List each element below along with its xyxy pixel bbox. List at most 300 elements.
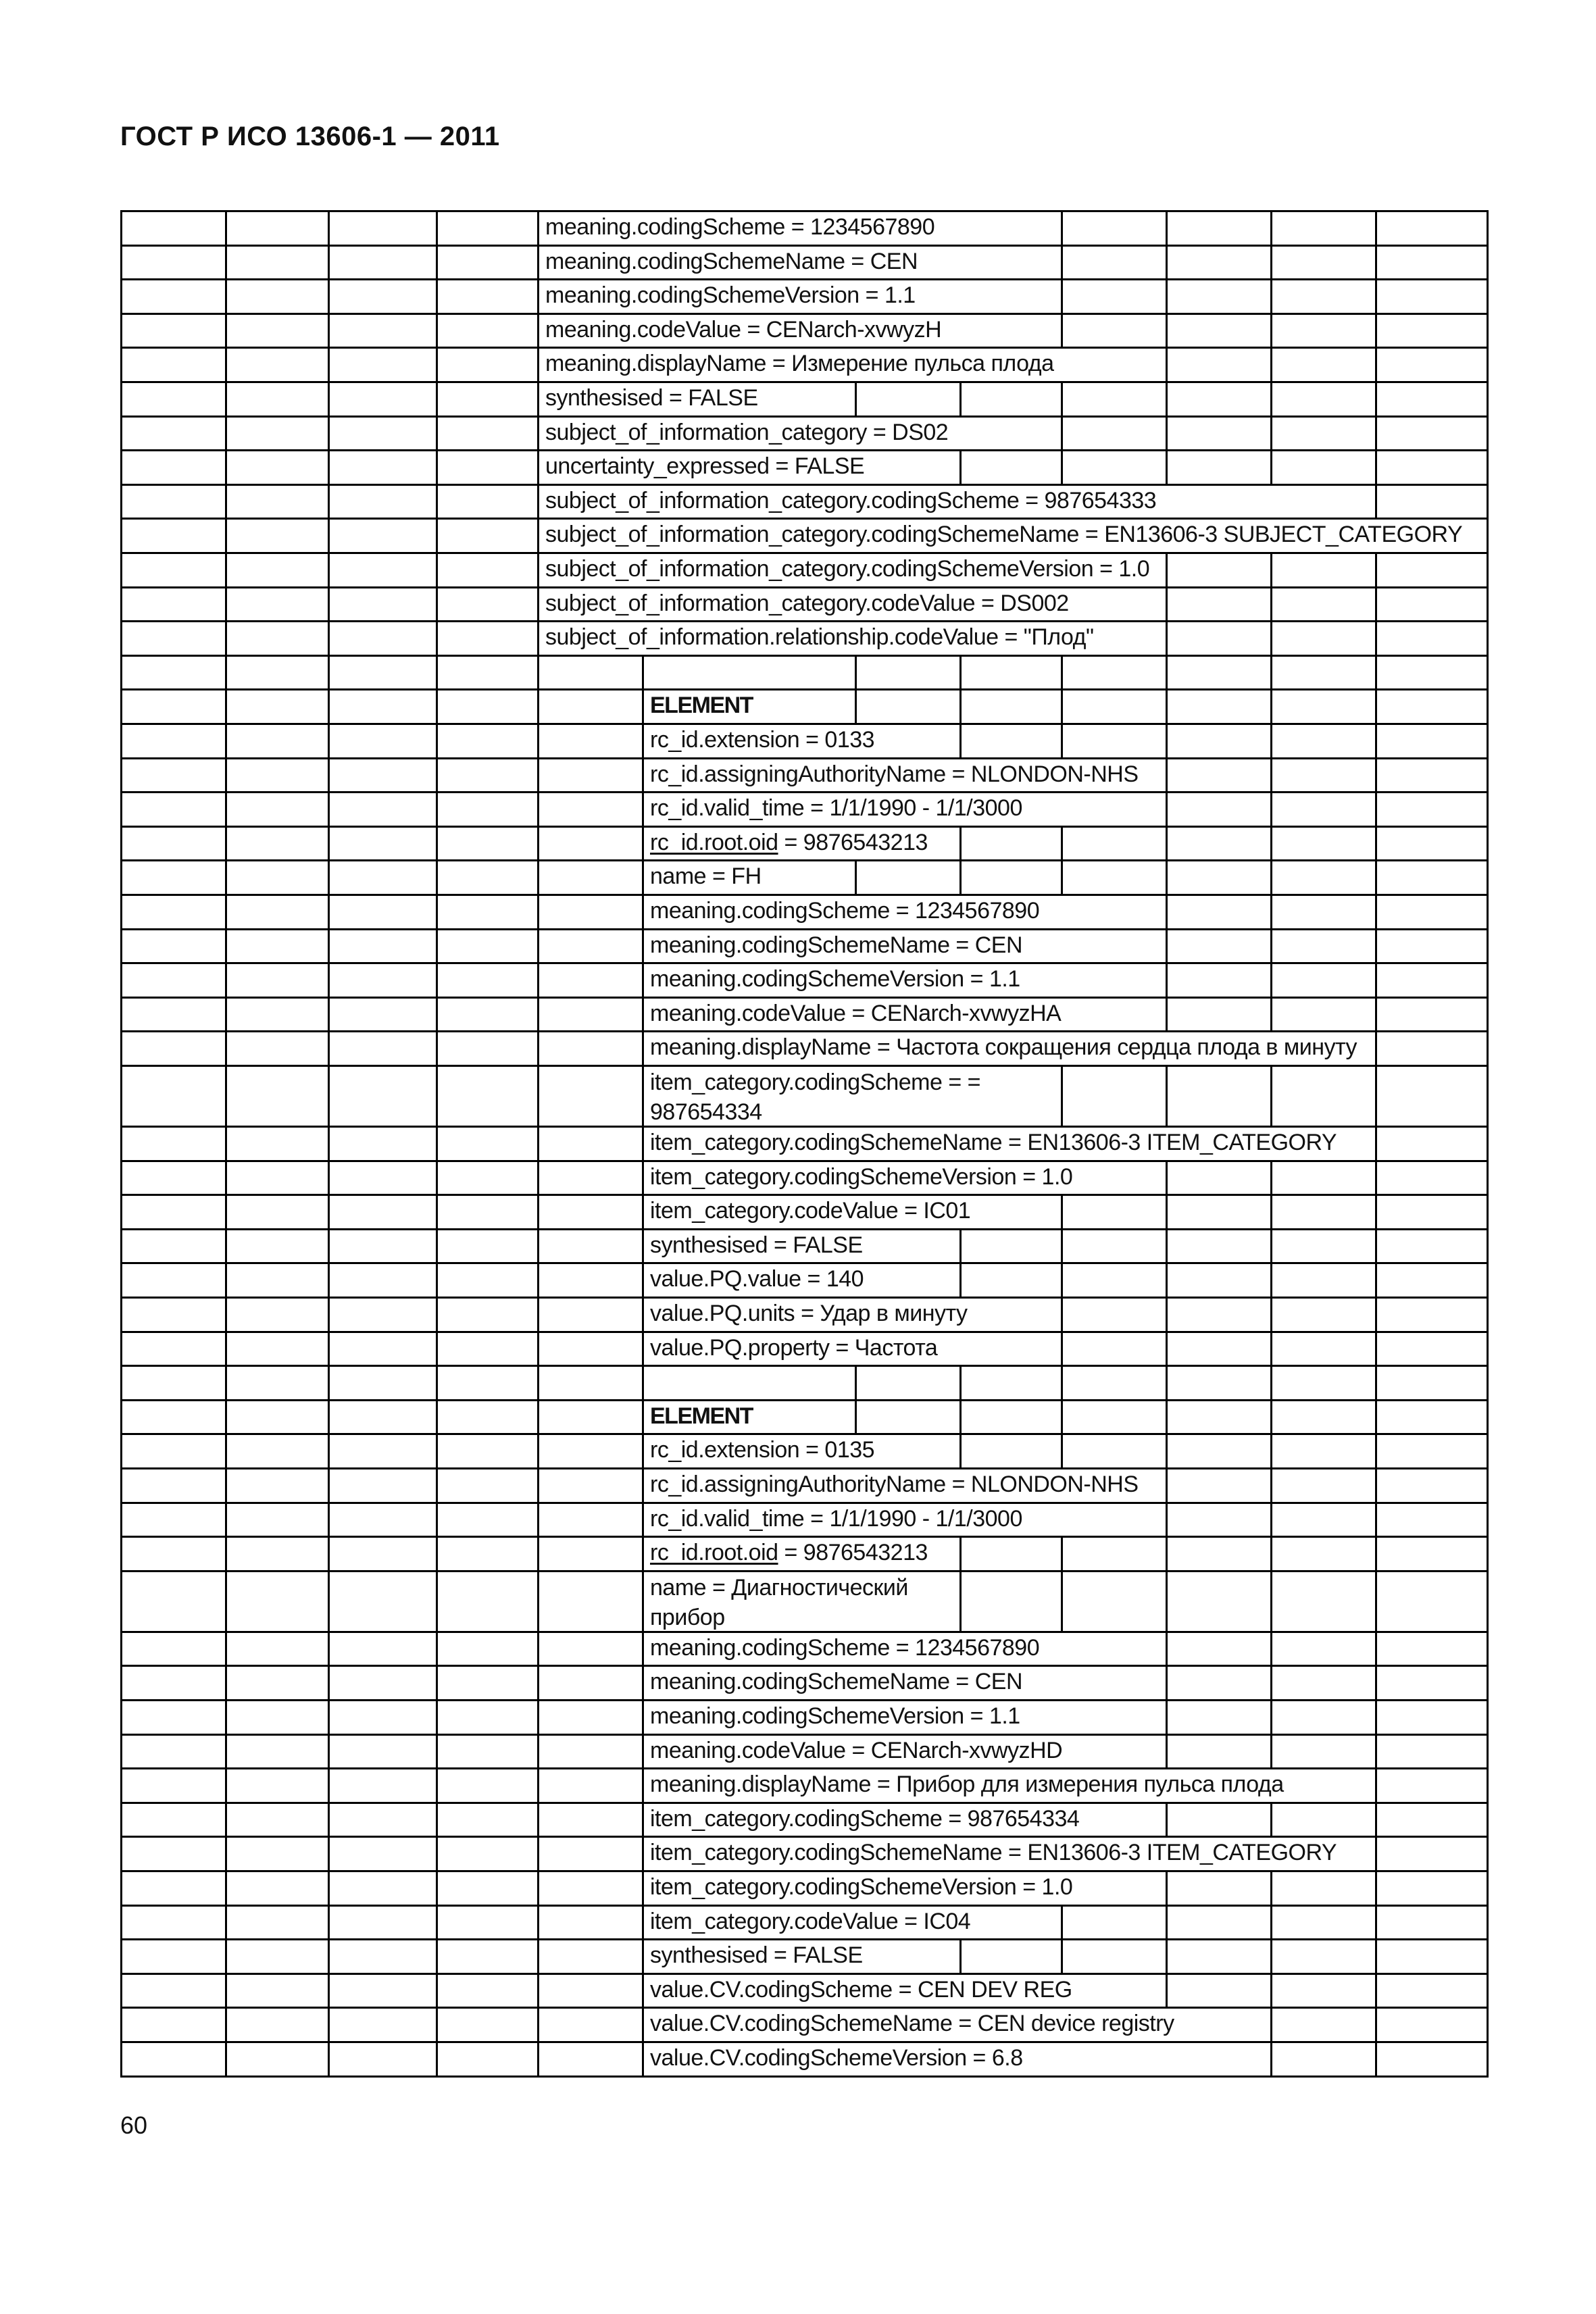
table-column-rule [1375, 1802, 1377, 1838]
table-column-rule [537, 1870, 539, 1907]
table-column-rule [1270, 2041, 1272, 2078]
document-header: ГОСТ Р ИСО 13606-1 — 2011 [120, 122, 500, 151]
table-column-rule [225, 381, 227, 418]
table-column-rule [1487, 1536, 1489, 1572]
table-column-rule [537, 1502, 539, 1538]
table-column-rule [959, 655, 962, 691]
table-column-rule [1166, 655, 1168, 691]
table-column-rule [959, 1262, 962, 1299]
table-column-rule [537, 1194, 539, 1230]
table-column-rule [436, 416, 438, 452]
table-column-rule [436, 449, 438, 486]
table-column-rule [436, 210, 438, 247]
table-column-rule [120, 1297, 122, 1333]
table-column-rule [642, 1030, 644, 1067]
table-column-rule [1487, 347, 1489, 383]
table-column-rule [1270, 1065, 1272, 1128]
table-column-rule [436, 1030, 438, 1067]
table-cell-text: subject_of_information.relationship.codeValue = "Плод" [545, 624, 1094, 651]
table-column-rule [642, 1699, 644, 1736]
table-column-rule [1375, 791, 1377, 828]
table-column-rule [1487, 1905, 1489, 1941]
table-column-rule [328, 1767, 330, 1804]
table-column-rule [120, 620, 122, 657]
table-column-rule [1375, 1699, 1377, 1736]
table-cell-text: meaning.codingSchemeVersion = 1.1 [545, 282, 916, 309]
table-column-rule [1487, 1365, 1489, 1401]
table-cell-text: item_category.codingSchemeName = EN13606-3 ITEM_CATEGORY [650, 1840, 1337, 1866]
table-column-rule [328, 484, 330, 520]
table-column-rule [537, 416, 539, 452]
table-column-rule [537, 859, 539, 896]
table-column-rule [1487, 210, 1489, 247]
table-row-rule [120, 1228, 1489, 1230]
table-column-rule [1270, 1467, 1272, 1504]
table-cell-text: value.CV.codingSchemeName = CEN device registry [650, 2011, 1174, 2037]
table-column-rule [328, 928, 330, 965]
table-row-rule [120, 1297, 1489, 1299]
table-column-rule [642, 1262, 644, 1299]
table-cell-text: uncertainty_expressed = FALSE [545, 453, 865, 480]
table-column-rule [1375, 1536, 1377, 1572]
table-column-rule [1487, 1194, 1489, 1230]
table-column-rule [436, 655, 438, 691]
table-cell-text: value.PQ.units = Удар в минуту [650, 1301, 968, 1326]
table-column-rule [120, 1802, 122, 1838]
table-column-rule [1375, 245, 1377, 281]
table-column-rule [1375, 1973, 1377, 2009]
table-cell-text: meaning.codeValue = CENarch-xvwyzHD [650, 1737, 1063, 1763]
table-column-rule [959, 723, 962, 759]
table-column-rule [1166, 1665, 1168, 1701]
table-column-rule [1487, 1665, 1489, 1701]
table-column-rule [436, 313, 438, 349]
table-column-rule [1375, 655, 1377, 691]
table-column-rule [1270, 278, 1272, 315]
table-column-rule [436, 1631, 438, 1667]
table-column-rule [225, 1836, 227, 1872]
table-row-rule [120, 449, 1489, 451]
table-column-rule [537, 962, 539, 999]
table-column-rule [1270, 1365, 1272, 1401]
table-column-rule [225, 1365, 227, 1401]
table-column-rule [1270, 381, 1272, 418]
table-column-rule [855, 1365, 857, 1401]
table-column-rule [1166, 962, 1168, 999]
table-column-rule [328, 826, 330, 862]
table-column-rule [642, 1570, 644, 1633]
table-column-rule [1487, 1502, 1489, 1538]
table-row-rule [120, 1870, 1489, 1872]
table-column-rule [642, 1194, 644, 1230]
table-column-rule [1061, 723, 1063, 759]
table-column-rule [959, 826, 962, 862]
table-row-rule [120, 1502, 1489, 1504]
table-column-rule [642, 1836, 644, 1872]
table-column-rule [225, 245, 227, 281]
table-column-rule [537, 826, 539, 862]
table-column-rule [436, 688, 438, 725]
table-column-rule [1061, 1065, 1063, 1128]
table-column-rule [225, 1331, 227, 1367]
table-column-rule [1061, 210, 1063, 247]
table-column-rule [225, 1802, 227, 1838]
table-column-rule [1375, 826, 1377, 862]
table-column-rule [1375, 1905, 1377, 1941]
table-column-rule [1487, 826, 1489, 862]
table-column-rule [537, 1570, 539, 1633]
underlined-term: rc_id.root.oid [650, 829, 778, 855]
table-column-rule [120, 1536, 122, 1572]
table-column-rule [436, 1665, 438, 1701]
table-column-rule [1166, 313, 1168, 349]
table-column-rule [1487, 1065, 1489, 1128]
table-column-rule [225, 1905, 227, 1941]
table-row-rule [120, 997, 1489, 999]
table-column-rule [1270, 1973, 1272, 2009]
table-column-rule [537, 484, 539, 520]
table-column-rule [120, 1699, 122, 1736]
table-column-rule [225, 1699, 227, 1736]
table-cell-text: value.CV.codingSchemeVersion = 6.8 [650, 2045, 1023, 2071]
table-column-rule [1166, 928, 1168, 965]
table-column-rule [1061, 449, 1063, 486]
table-column-rule [1375, 1734, 1377, 1770]
underlined-term: rc_id.root.oid [650, 1540, 778, 1566]
table-column-rule [1375, 1767, 1377, 1804]
table-column-rule [1270, 416, 1272, 452]
table-column-rule [959, 859, 962, 896]
table-column-rule [1487, 723, 1489, 759]
table-column-rule [1166, 1631, 1168, 1667]
table-column-rule [642, 826, 644, 862]
table-column-rule [1375, 1631, 1377, 1667]
table-column-rule [1375, 1126, 1377, 1162]
table-row-rule [120, 552, 1489, 554]
table-column-rule [1061, 1570, 1063, 1633]
table-column-rule [642, 1734, 644, 1770]
table-column-rule [1061, 1365, 1063, 1401]
table-column-rule [537, 552, 539, 588]
table-column-rule [959, 1570, 962, 1633]
table-column-rule [1487, 1631, 1489, 1667]
table-column-rule [120, 1973, 122, 2009]
table-column-rule [225, 1433, 227, 1469]
table-column-rule [120, 859, 122, 896]
table-column-rule [1061, 1433, 1063, 1469]
table-column-rule [1375, 484, 1377, 520]
table-column-rule [120, 1870, 122, 1907]
table-column-rule [120, 1467, 122, 1504]
table-column-rule [1487, 552, 1489, 588]
table-column-rule [120, 381, 122, 418]
table-column-rule [642, 859, 644, 896]
table-column-rule [1270, 723, 1272, 759]
table-column-rule [642, 2007, 644, 2043]
table-column-rule [436, 278, 438, 315]
table-column-rule [855, 1399, 857, 1436]
table-column-rule [537, 791, 539, 828]
table-column-rule [328, 1065, 330, 1128]
table-row-rule [120, 1331, 1489, 1333]
table-column-rule [436, 1365, 438, 1401]
table-column-rule [225, 1665, 227, 1701]
table-column-rule [1166, 1065, 1168, 1128]
table-column-rule [436, 1228, 438, 1265]
table-column-rule [642, 928, 644, 965]
table-column-rule [436, 997, 438, 1033]
table-column-rule [642, 962, 644, 999]
table-column-rule [855, 859, 857, 896]
table-border-top [120, 210, 1489, 212]
table-column-rule [1487, 1467, 1489, 1504]
table-column-rule [642, 688, 644, 725]
table-row-rule [120, 1836, 1489, 1838]
table-column-rule [642, 1160, 644, 1197]
table-column-rule [120, 997, 122, 1033]
page-number: 60 [120, 2111, 148, 2139]
table-column-rule [120, 586, 122, 623]
table-column-rule [1487, 245, 1489, 281]
table-column-rule [1166, 723, 1168, 759]
table-column-rule [436, 2007, 438, 2043]
table-column-rule [225, 1502, 227, 1538]
table-column-rule [1487, 449, 1489, 486]
table-column-rule [1270, 1262, 1272, 1299]
table-column-rule [120, 1228, 122, 1265]
table-column-rule [537, 347, 539, 383]
table-row-rule [120, 484, 1489, 486]
table-column-rule [537, 894, 539, 930]
table-row-rule [120, 688, 1489, 690]
table-column-rule [1166, 1160, 1168, 1197]
table-row-rule [120, 245, 1489, 247]
table-column-rule [642, 1802, 644, 1838]
table-column-rule [225, 1030, 227, 1067]
table-column-rule [642, 1467, 644, 1504]
table-column-rule [328, 1870, 330, 1907]
table-column-rule [1487, 1331, 1489, 1367]
table-column-rule [1487, 997, 1489, 1033]
table-row-rule [120, 655, 1489, 657]
table-column-rule [1270, 1331, 1272, 1367]
table-row-rule [120, 1905, 1489, 1907]
table-column-rule [1375, 1160, 1377, 1197]
table-column-rule [642, 1365, 644, 1401]
table-column-rule [225, 928, 227, 965]
table-column-rule [120, 278, 122, 315]
table-column-rule [225, 859, 227, 896]
table-column-rule [1487, 1973, 1489, 2009]
table-column-rule [1270, 586, 1272, 623]
table-row-rule [120, 859, 1489, 861]
table-column-rule [642, 1399, 644, 1436]
table-row-rule [120, 962, 1489, 964]
table-cell-text: subject_of_information_category.codingSchemeVersion = 1.0 [545, 556, 1150, 582]
table-column-rule [642, 1870, 644, 1907]
table-cell-text: item_category.codeValue = IC04 [650, 1908, 971, 1934]
table-column-rule [120, 1331, 122, 1367]
table-column-rule [328, 1365, 330, 1401]
table-row-rule [120, 347, 1489, 349]
table-column-rule [1487, 620, 1489, 657]
table-column-rule [1375, 2007, 1377, 2043]
table-column-rule [1061, 1938, 1063, 1975]
table-column-rule [328, 1631, 330, 1667]
table-column-rule [1487, 688, 1489, 725]
table-column-rule [1061, 1399, 1063, 1436]
table-column-rule [328, 723, 330, 759]
table-column-rule [120, 1126, 122, 1162]
table-column-rule [120, 552, 122, 588]
table-column-rule [328, 313, 330, 349]
table-column-rule [225, 826, 227, 862]
table-column-rule [1061, 826, 1063, 862]
table-column-rule [1270, 1699, 1272, 1736]
table-column-rule [1166, 1433, 1168, 1469]
table-column-rule [120, 416, 122, 452]
table-column-rule [1487, 1699, 1489, 1736]
table-column-rule [1061, 1262, 1063, 1299]
table-column-rule [537, 1767, 539, 1804]
table-column-rule [1270, 962, 1272, 999]
table-column-rule [328, 1665, 330, 1701]
table-row-rule [120, 826, 1489, 828]
element-heading: ELEMENT [650, 1403, 753, 1429]
table-column-rule [328, 1938, 330, 1975]
table-column-rule [1375, 928, 1377, 965]
table-cell-text: meaning.codingScheme = 1234567890 [650, 898, 1040, 924]
table-column-rule [1166, 1502, 1168, 1538]
table-column-rule [328, 1433, 330, 1469]
table-column-rule [642, 1065, 644, 1128]
element-heading: ELEMENT [650, 693, 753, 719]
table-column-rule [1375, 962, 1377, 999]
table-column-rule [1166, 1570, 1168, 1633]
table-column-rule [120, 723, 122, 759]
table-column-rule [642, 1767, 644, 1804]
table-column-rule [537, 1665, 539, 1701]
table-column-rule [537, 586, 539, 623]
table-column-rule [1487, 1802, 1489, 1838]
table-row-rule [120, 313, 1489, 315]
table-column-rule [436, 586, 438, 623]
table-column-rule [120, 1160, 122, 1197]
table-row-rule [120, 518, 1489, 520]
table-column-rule [1166, 1699, 1168, 1736]
table-cell-text: item_category.codingSchemeName = EN13606-3 ITEM_CATEGORY [650, 1130, 1337, 1155]
table-column-rule [1487, 1262, 1489, 1299]
table-column-rule [1166, 1365, 1168, 1401]
table-column-rule [642, 997, 644, 1033]
table-column-rule [120, 1262, 122, 1299]
table-column-rule [328, 1160, 330, 1197]
table-column-rule [537, 1938, 539, 1975]
table-column-rule [959, 1433, 962, 1469]
table-column-rule [436, 928, 438, 965]
table-column-rule [436, 1938, 438, 1975]
table-column-rule [1487, 1836, 1489, 1872]
table-column-rule [1166, 859, 1168, 896]
table-cell-text: meaning.codingSchemeName = CEN [545, 248, 918, 274]
table-cell-text: rc_id.extension = 0135 [650, 1437, 875, 1463]
table-column-rule [1487, 1767, 1489, 1804]
table-column-rule [1166, 278, 1168, 315]
table-column-rule [1270, 655, 1272, 691]
table-column-rule [225, 1767, 227, 1804]
table-row-rule [120, 278, 1489, 280]
table-column-rule [1166, 552, 1168, 588]
table-column-rule [328, 1126, 330, 1162]
table-column-rule [1166, 245, 1168, 281]
table-row-rule [120, 757, 1489, 759]
table-column-rule [1166, 347, 1168, 383]
table-column-rule [120, 1502, 122, 1538]
table-column-rule [1166, 1973, 1168, 2009]
table-column-rule [225, 2041, 227, 2078]
table-column-rule [328, 416, 330, 452]
table-column-rule [120, 1767, 122, 1804]
table-column-rule [436, 1870, 438, 1907]
table-column-rule [1270, 1502, 1272, 1538]
table-column-rule [225, 757, 227, 794]
table-column-rule [225, 1570, 227, 1633]
table-column-rule [537, 1399, 539, 1436]
table-column-rule [436, 381, 438, 418]
table-column-rule [537, 278, 539, 315]
table-column-rule [1487, 381, 1489, 418]
table-column-rule [328, 347, 330, 383]
table-column-rule [537, 1160, 539, 1197]
table-column-rule [1166, 997, 1168, 1033]
table-column-rule [120, 655, 122, 691]
table-column-rule [225, 962, 227, 999]
table-cell-text: meaning.codeValue = CENarch-xvwyzHA [650, 1000, 1062, 1026]
table-column-rule [120, 1030, 122, 1067]
table-column-rule [328, 688, 330, 725]
table-column-rule [120, 826, 122, 862]
table-row-rule [120, 791, 1489, 793]
table-column-rule [1375, 1433, 1377, 1469]
table-cell-text: meaning.codingSchemeName = CEN [650, 932, 1023, 958]
table-row-rule [120, 1030, 1489, 1032]
table-column-rule [120, 1365, 122, 1401]
table-column-rule [225, 655, 227, 691]
table-column-rule [1166, 1399, 1168, 1436]
table-column-rule [120, 518, 122, 554]
table-column-rule [1166, 1870, 1168, 1907]
table-column-rule [120, 1665, 122, 1701]
table-row-rule [120, 1699, 1489, 1701]
table-column-rule [1270, 1228, 1272, 1265]
table-column-rule [436, 1065, 438, 1128]
table-column-rule [1061, 1297, 1063, 1333]
table-column-rule [225, 1631, 227, 1667]
table-column-rule [120, 347, 122, 383]
table-cell-text: item_category.codeValue = IC01 [650, 1198, 971, 1224]
table-column-rule [225, 688, 227, 725]
table-column-rule [225, 586, 227, 623]
table-column-rule [1166, 416, 1168, 452]
table-column-rule [1375, 1399, 1377, 1436]
table-row-rule [120, 416, 1489, 418]
table-column-rule [537, 1262, 539, 1299]
table-column-rule [642, 1631, 644, 1667]
table-column-rule [1487, 1297, 1489, 1333]
table-column-rule [1375, 586, 1377, 623]
table-column-rule [1166, 894, 1168, 930]
table-column-rule [1166, 1297, 1168, 1333]
